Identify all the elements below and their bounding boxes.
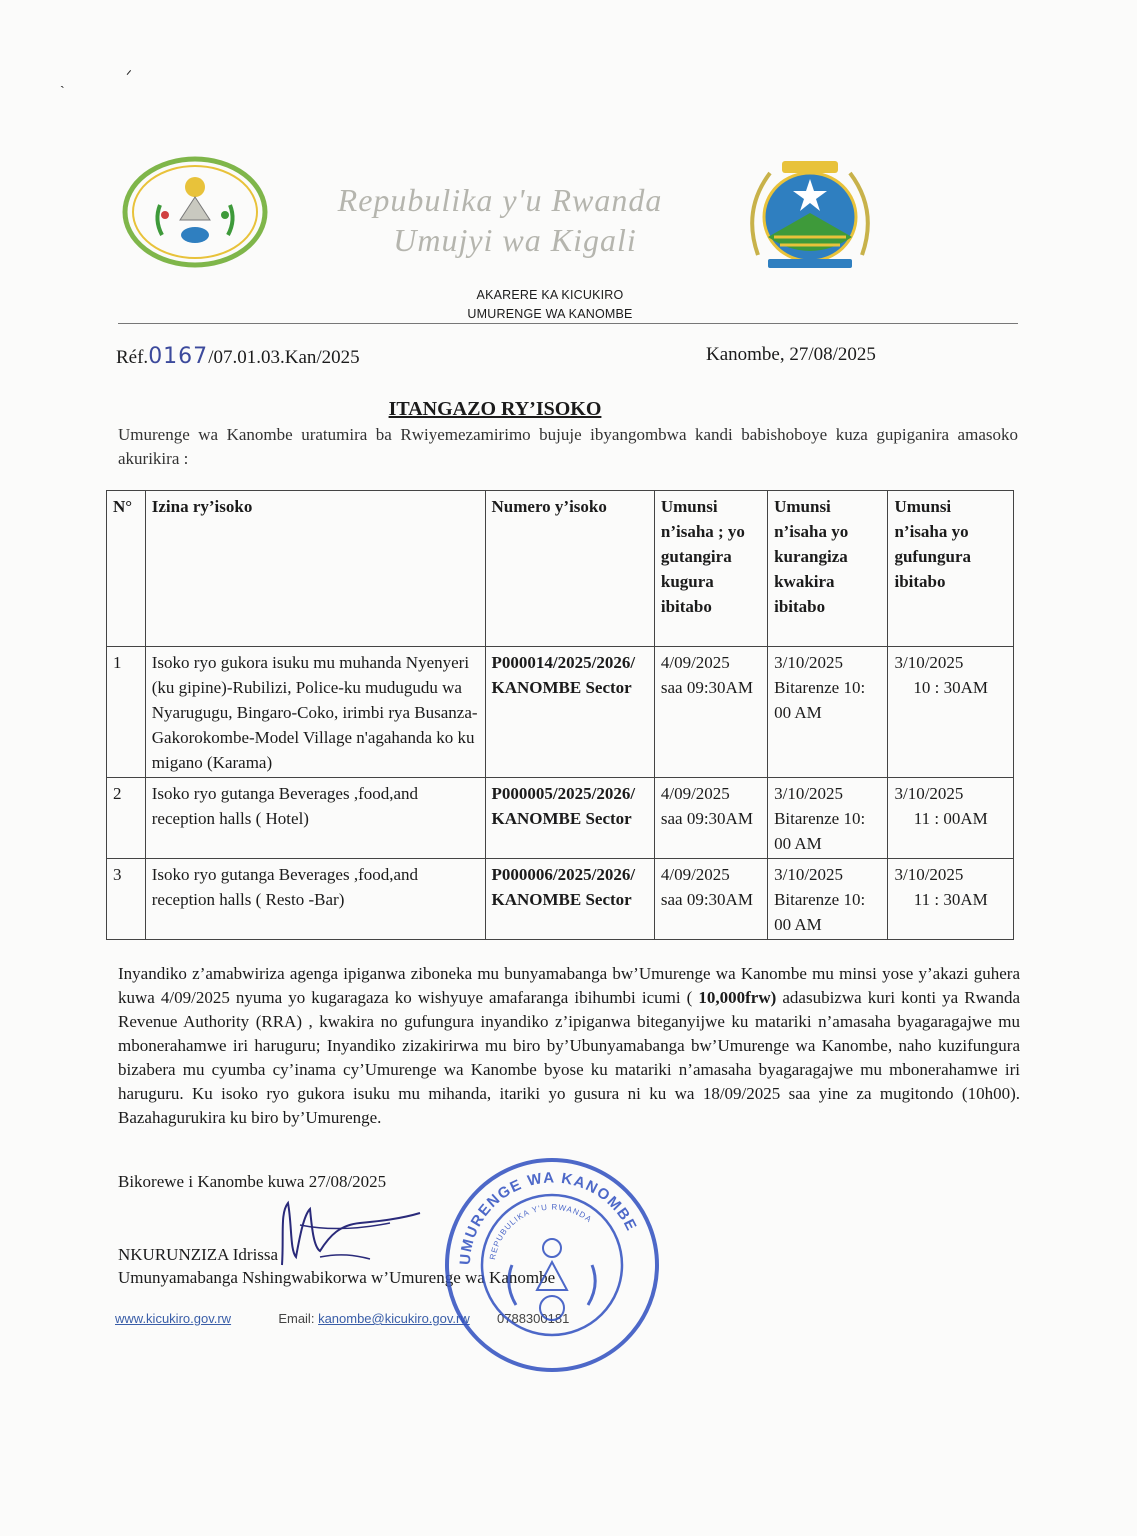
header-divider — [118, 323, 1018, 324]
letterhead-country: Repubulika y'u Rwanda — [337, 182, 663, 218]
letterhead-script — [290, 180, 710, 260]
signer-name: NKURUNZIZA Idrissa — [118, 1245, 279, 1264]
row-tender-number: P000005/2025/2026/KANOMBE Sector — [485, 778, 654, 859]
col-header-open: Umunsi n’isaha yo gufungura ibitabo — [888, 491, 1014, 647]
row-tender-name: Isoko ryo gutanga Beverages ,food,and reception halls ( Hotel) — [145, 778, 485, 859]
table-row — [107, 859, 1014, 940]
fee-amount: 10,000frw) — [698, 988, 777, 1007]
col-header-close: Umunsi n’isaha yo kurangiza kwakira ibitabo — [768, 491, 888, 647]
dateline: Kanombe, 27/08/2025 — [706, 344, 876, 365]
start-date: 4/09/2025 — [660, 865, 730, 884]
start-time: saa 09:30AM — [660, 809, 753, 828]
phone-number: 0788300181 — [497, 1311, 570, 1326]
district-name: AKARERE KA KICUKIRO — [476, 288, 624, 302]
email-label: Email: — [278, 1311, 315, 1326]
row-close — [768, 859, 888, 940]
open-time: 11 : 30AM — [913, 890, 988, 909]
row-start — [654, 778, 767, 859]
start-time: saa 09:30AM — [660, 890, 753, 909]
row-close — [768, 778, 888, 859]
official-stamp — [440, 1150, 665, 1380]
body-paragraph — [118, 962, 1020, 1130]
svg-text:REPUBULIKA Y'U RWANDA — [488, 1203, 594, 1261]
reference-handwritten-number: 0167 — [148, 344, 209, 369]
sector-name: UMURENGE WA KANOMBE — [467, 307, 633, 321]
open-date: 3/10/2025 — [894, 784, 964, 803]
stamp-ring-text: UMURENGE WA KANOMBE — [456, 1169, 641, 1266]
row-start — [654, 647, 767, 778]
close-time: Bitarenze 10: 00 AM — [774, 890, 866, 934]
row-tender-number: P000014/2025/2026/KANOMBE Sector — [485, 647, 654, 778]
intro-paragraph: Umurenge wa Kanombe uratumira ba Rwiyemezamirimo bujuje ibyangombwa kandi babishoboye kuza gupiganira amasoko akurikira : — [118, 425, 1018, 468]
document-title: ITANGAZO RY’ISOKO — [388, 398, 602, 420]
row-number: 3 — [107, 859, 146, 940]
row-tender-name: Isoko ryo gukora isuku mu muhanda Nyenyeri (ku gipine)-Rubilizi, Police-ku mudugudu wa Nyarugugu, Bingaro-Coko, irimbi rya Busanza-Gakorokombe-Model Village n'agahanda ko ku migano (Karama) — [145, 647, 485, 778]
done-at-line: Bikorewe i Kanombe kuwa 27/08/2025 — [118, 1172, 387, 1191]
close-time: Bitarenze 10: 00 AM — [774, 678, 866, 722]
col-header-number: N° — [107, 491, 146, 647]
letterhead-city: Umujyi wa Kigali — [393, 222, 637, 258]
open-time: 10 : 30AM — [913, 678, 989, 697]
reference-line — [116, 344, 360, 369]
table-row — [107, 778, 1014, 859]
kigali-city-logo — [740, 155, 880, 275]
body-part-1: Inyandiko z’amabwiriza agenga ipiganwa ziboneka mu bunyamabanga bw’Umurenge wa Kanombe mu minsi yose y’akazi guhera kuwa 4/09/2025 nyuma yo kugaragaza ko wishyuye amafaranga ibihumbi icumi ( — [118, 964, 1020, 1007]
row-tender-number: P000006/2025/2026/KANOMBE Sector — [485, 859, 654, 940]
close-date: 3/10/2025 — [774, 784, 844, 803]
row-open — [888, 647, 1014, 778]
tenders-table — [106, 490, 1014, 940]
row-number: 2 — [107, 778, 146, 859]
start-date: 4/09/2025 — [660, 784, 730, 803]
row-tender-name: Isoko ryo gutanga Beverages ,food,and reception halls ( Resto -Bar) — [145, 859, 485, 940]
scan-speck: ᐟ — [126, 69, 132, 84]
row-number: 1 — [107, 647, 146, 778]
stamp-inner-text: REPUBULIKA Y'U RWANDA — [488, 1202, 594, 1261]
reference-suffix: /07.01.03.Kan/2025 — [208, 347, 360, 368]
reference-prefix: Réf. — [116, 347, 149, 368]
open-time: 11 : 00AM — [913, 809, 988, 828]
website-link[interactable]: www.kicukiro.gov.rw — [115, 1311, 232, 1326]
start-time: saa 09:30AM — [660, 678, 753, 697]
close-date: 3/10/2025 — [774, 653, 844, 672]
start-date: 4/09/2025 — [660, 653, 730, 672]
col-header-start: Umunsi n’isaha ; yo gutangira kugura ibitabo — [654, 491, 767, 647]
table-header-row — [107, 491, 1014, 647]
row-close — [768, 647, 888, 778]
close-time: Bitarenze 10: 00 AM — [774, 809, 866, 853]
row-start — [654, 859, 767, 940]
close-date: 3/10/2025 — [774, 865, 844, 884]
signer-title: Umunyamabanga Nshingwabikorwa w’Umurenge wa Kanombe — [118, 1268, 556, 1287]
email-link[interactable]: kanombe@kicukiro.gov.rw — [318, 1311, 470, 1326]
row-open — [888, 778, 1014, 859]
table-row — [107, 647, 1014, 778]
col-header-tender-number: Numero y’isoko — [485, 491, 654, 647]
handwritten-signature — [270, 1195, 440, 1275]
open-date: 3/10/2025 — [894, 865, 964, 884]
rwanda-emblem-logo — [120, 155, 270, 270]
open-date: 3/10/2025 — [894, 653, 964, 672]
body-part-2: adasubizwa kuri konti ya Rwanda Revenue Authority (RRA) , kwakira no gufungura inyandiko z’ipiganwa biteganyijwe ku matariki n’amasaha byagaragajwe mu mbonerahamwe iri haruguru; Inyandiko zizakirirwa mu biro by’Ubunyamabanga bw’Umurenge wa Kanombe, naho kuzifungura bizabera mu cyumba cy’inama cy’Umurenge wa Kanombe byose ku matariki n’amasaha byagaragajwe mu mbonerahamwe iri haruguru. Ku isoko ryo gukora isuku mu mihanda, itariki yo gusura ni ku wa 18/09/2025 saa yine za mugitondo (10h00). Bazahagurukira ku biro by’Umurenge. — [118, 988, 1021, 1127]
row-open — [888, 859, 1014, 940]
scan-speck: ˎ — [60, 74, 65, 89]
col-header-name: Izina ry’isoko — [145, 491, 485, 647]
